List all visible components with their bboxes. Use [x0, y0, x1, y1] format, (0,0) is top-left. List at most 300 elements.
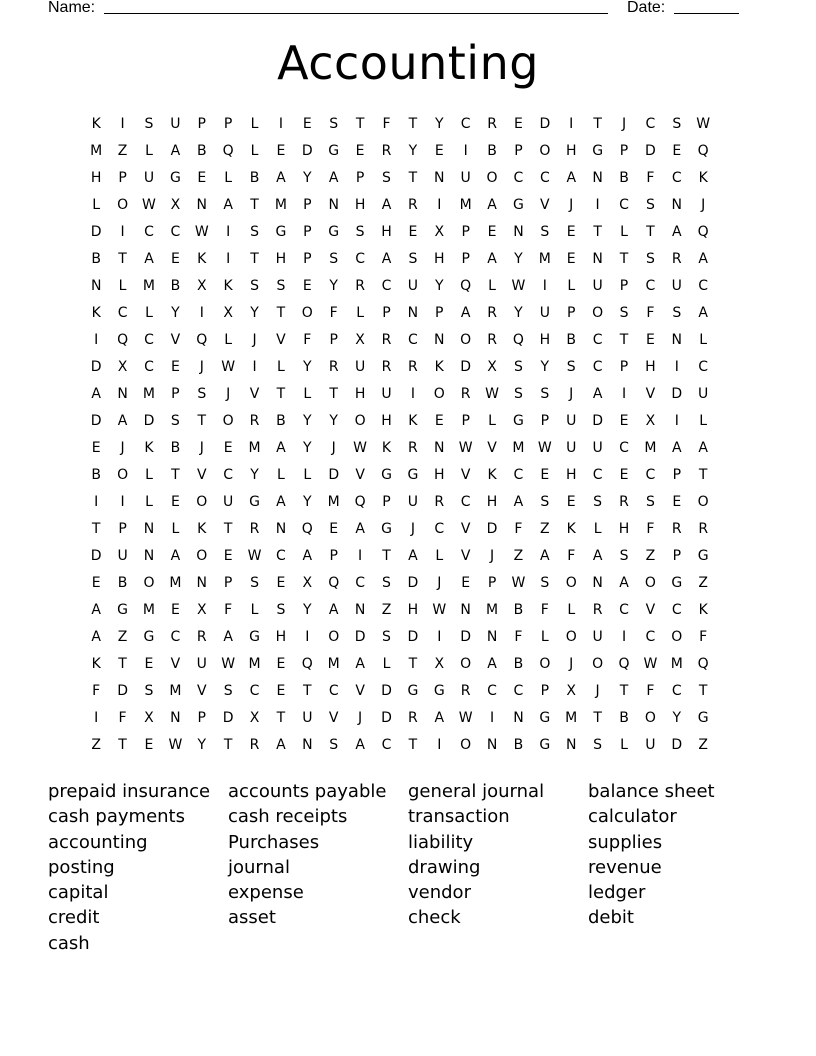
grid-letter: J — [569, 656, 574, 672]
grid-letter: Z — [117, 629, 128, 645]
grid-letter: I — [358, 548, 363, 564]
grid-letter: H — [354, 197, 366, 213]
word-list-item: balance sheet — [588, 781, 715, 802]
grid-letter: Q — [618, 656, 630, 672]
grid-letter: T — [223, 737, 233, 753]
grid-letter: R — [592, 602, 603, 618]
grid-letter: S — [514, 359, 523, 375]
grid-letter: W — [485, 386, 499, 402]
grid-letter: D — [381, 710, 392, 726]
grid-letter: Q — [512, 332, 524, 348]
grid-letter: R — [249, 737, 260, 753]
grid-letter: Q — [196, 332, 208, 348]
grid-letter: O — [565, 629, 577, 645]
grid-letter: Z — [381, 602, 392, 618]
grid-letter: Y — [514, 305, 523, 321]
grid-letter: N — [565, 737, 577, 753]
grid-letter: P — [487, 575, 497, 591]
grid-letter: T — [408, 737, 418, 753]
grid-letter: K — [487, 467, 497, 483]
grid-letter: I — [437, 737, 442, 753]
grid-letter: X — [196, 278, 207, 294]
grid-letter: N — [460, 602, 471, 618]
grid-letter: C — [671, 683, 682, 699]
grid-letter: W — [696, 116, 711, 132]
grid-letter: E — [144, 737, 154, 753]
grid-letter: U — [354, 359, 366, 375]
grid-letter: W — [643, 656, 658, 672]
grid-letter: S — [329, 737, 339, 753]
word-list-item: check — [408, 907, 461, 929]
grid-letter: P — [567, 305, 576, 321]
grid-letter: E — [619, 467, 629, 483]
word-list-item: calculator — [588, 806, 677, 828]
grid-letter: B — [487, 143, 497, 159]
grid-letter: P — [461, 224, 470, 240]
grid-letter: A — [566, 170, 577, 186]
grid-letter: V — [276, 332, 286, 348]
grid-letter: T — [223, 521, 233, 537]
grid-letter: A — [672, 224, 682, 240]
grid-letter: G — [249, 629, 260, 645]
grid-letter: D — [90, 413, 102, 429]
grid-letter: F — [514, 521, 523, 537]
grid-letter: N — [354, 602, 366, 618]
grid-letter: C — [223, 467, 234, 483]
grid-letter: E — [514, 116, 523, 132]
word-column — [588, 779, 768, 931]
grid-letter: U — [592, 278, 603, 294]
grid-letter: F — [699, 629, 708, 645]
grid-letter: A — [487, 656, 497, 672]
grid-letter: H — [275, 629, 287, 645]
grid-letter: F — [92, 683, 101, 699]
word-list-item: prepaid insurance — [48, 781, 211, 802]
grid-letter: Y — [250, 305, 259, 321]
grid-letter: Y — [303, 602, 312, 618]
grid-letter: X — [487, 359, 497, 375]
grid-letter: O — [592, 656, 604, 672]
grid-letter: V — [645, 386, 656, 402]
grid-letter: W — [511, 278, 526, 294]
grid-letter: P — [171, 386, 180, 402]
grid-letter: E — [434, 413, 444, 429]
word-list-item: accounting — [48, 831, 148, 853]
grid-letter: X — [434, 224, 445, 240]
grid-letter: D — [539, 116, 551, 132]
grid-letter: C — [381, 278, 392, 294]
grid-letter: F — [118, 710, 127, 726]
grid-letter: R — [249, 413, 260, 429]
grid-letter: T — [593, 224, 602, 240]
grid-letter: L — [699, 413, 708, 429]
grid-letter: S — [144, 116, 154, 132]
grid-letter: R — [381, 332, 392, 348]
grid-letter: M — [274, 197, 287, 213]
grid-letter: J — [595, 683, 600, 699]
grid-letter: J — [569, 197, 574, 213]
grid-letter: M — [142, 602, 156, 618]
grid-letter: B — [249, 170, 260, 186]
grid-letter: U — [566, 413, 577, 429]
grid-letter: A — [487, 197, 497, 213]
grid-letter: U — [223, 494, 234, 510]
grid-letter: T — [408, 656, 418, 672]
grid-letter: T — [118, 251, 127, 267]
grid-letter: E — [540, 467, 550, 483]
grid-letter: U — [671, 278, 682, 294]
grid-letter: X — [302, 575, 313, 591]
grid-letter: R — [434, 494, 445, 510]
grid-letter: Z — [645, 548, 656, 564]
grid-letter: A — [487, 251, 497, 267]
grid-letter: N — [143, 521, 155, 537]
grid-letter: O — [354, 413, 366, 429]
grid-letter: V — [170, 332, 181, 348]
grid-letter: C — [645, 116, 656, 132]
grid-letter: D — [117, 683, 128, 699]
grid-letter: P — [197, 710, 206, 726]
grid-letter: V — [355, 467, 365, 483]
grid-row — [83, 678, 743, 705]
grid-letter: T — [619, 683, 629, 699]
grid-letter: I — [621, 386, 627, 402]
grid-letter: U — [566, 440, 577, 456]
grid-letter: A — [223, 629, 233, 645]
grid-letter: C — [645, 467, 656, 483]
grid-letter: Y — [329, 278, 338, 294]
grid-letter: S — [329, 251, 339, 267]
grid-letter: N — [592, 170, 603, 186]
grid-letter: P — [672, 467, 682, 483]
word-list-item: Purchases — [228, 831, 320, 853]
grid-letter: M — [670, 656, 683, 672]
grid-letter: F — [329, 305, 338, 321]
grid-letter: L — [356, 305, 364, 321]
grid-row — [83, 138, 743, 165]
grid-letter: S — [672, 116, 682, 132]
grid-letter: H — [354, 386, 366, 402]
grid-letter: G — [539, 710, 551, 726]
grid-letter: Y — [303, 359, 312, 375]
grid-letter: B — [619, 170, 629, 186]
grid-row — [83, 462, 743, 489]
grid-letter: I — [94, 332, 99, 348]
grid-letter: B — [513, 656, 524, 672]
grid-letter: T — [698, 683, 708, 699]
grid-letter: P — [118, 521, 127, 537]
grid-letter: J — [120, 440, 125, 456]
grid-letter: C — [645, 278, 656, 294]
grid-letter: I — [489, 710, 495, 726]
grid-letter: Y — [672, 710, 682, 726]
grid-letter: Q — [697, 224, 709, 240]
grid-letter: I — [94, 494, 99, 510]
grid-letter: K — [91, 305, 101, 321]
grid-letter: G — [433, 683, 445, 699]
grid-letter: N — [275, 521, 287, 537]
grid-letter: M — [169, 683, 182, 699]
grid-letter: I — [199, 305, 204, 321]
word-list-item: revenue — [588, 856, 662, 878]
grid-letter: S — [382, 575, 391, 591]
grid-letter: T — [118, 656, 127, 672]
grid-letter: E — [170, 494, 180, 510]
grid-letter: U — [381, 386, 392, 402]
grid-letter: Q — [222, 143, 234, 159]
grid-letter: Y — [540, 359, 550, 375]
grid-letter: P — [303, 251, 312, 267]
grid-letter: Q — [697, 656, 709, 672]
grid-letter: P — [223, 116, 233, 132]
grid-letter: E — [672, 494, 682, 510]
grid-letter: E — [672, 143, 682, 159]
grid-letter: A — [672, 440, 682, 456]
word-list-item: drawing — [408, 856, 481, 878]
grid-row — [83, 516, 743, 543]
grid-letter: K — [223, 278, 233, 294]
grid-letter: E — [329, 521, 339, 537]
grid-letter: L — [567, 602, 576, 618]
grid-letter: O — [486, 170, 498, 186]
grid-letter: N — [486, 737, 498, 753]
grid-letter: S — [276, 602, 286, 618]
grid-letter: Q — [301, 521, 313, 537]
name-blank-line — [104, 13, 608, 14]
grid-letter: H — [275, 251, 287, 267]
grid-letter: S — [672, 305, 682, 321]
grid-letter: G — [275, 224, 287, 240]
grid-letter: V — [196, 467, 207, 483]
grid-letter: C — [698, 278, 709, 294]
grid-letter: M — [327, 494, 340, 510]
grid-letter: G — [328, 143, 340, 159]
grid-letter: J — [410, 521, 415, 537]
grid-letter: P — [540, 413, 550, 429]
grid-letter: W — [142, 197, 156, 213]
grid-letter: I — [305, 629, 310, 645]
worksheet-header — [48, 0, 748, 19]
grid-letter: G — [513, 413, 524, 429]
grid-letter: Y — [408, 143, 418, 159]
word-list-item: vendor — [408, 882, 471, 904]
grid-letter: D — [460, 629, 472, 645]
grid-row — [83, 732, 743, 759]
grid-letter: H — [434, 251, 445, 267]
grid-letter: R — [355, 278, 365, 294]
grid-letter: P — [382, 305, 391, 321]
grid-letter: F — [303, 332, 312, 348]
grid-letter: C — [328, 683, 339, 699]
grid-letter: Q — [328, 575, 340, 591]
grid-letter: B — [91, 467, 101, 483]
grid-letter: C — [592, 467, 603, 483]
grid-letter: A — [302, 548, 313, 564]
grid-letter: M — [538, 251, 551, 267]
grid-letter: H — [407, 602, 419, 618]
grid-letter: V — [249, 386, 260, 402]
word-column — [228, 779, 408, 931]
grid-letter: Y — [171, 305, 180, 321]
grid-letter: D — [381, 683, 392, 699]
grid-letter: N — [486, 629, 498, 645]
grid-letter: A — [434, 710, 445, 726]
word-list-item: posting — [48, 856, 115, 878]
grid-letter: C — [434, 521, 445, 537]
grid-letter: S — [329, 116, 339, 132]
grid-letter: G — [513, 197, 524, 213]
grid-letter: E — [170, 251, 180, 267]
grid-letter: F — [646, 521, 655, 537]
grid-letter: U — [592, 440, 603, 456]
grid-letter: R — [381, 143, 392, 159]
grid-letter: I — [120, 224, 125, 240]
grid-letter: D — [328, 467, 340, 483]
grid-letter: K — [197, 251, 207, 267]
grid-letter: N — [90, 278, 102, 294]
grid-letter: E — [170, 359, 180, 375]
grid-letter: I — [120, 116, 125, 132]
grid-letter: T — [250, 251, 259, 267]
grid-letter: E — [302, 278, 312, 294]
grid-letter: T — [408, 170, 418, 186]
grid-letter: V — [196, 683, 207, 699]
grid-letter: M — [142, 278, 156, 294]
grid-letter: C — [381, 737, 392, 753]
grid-letter: E — [223, 440, 233, 456]
grid-row — [83, 435, 743, 462]
grid-letter: C — [671, 170, 682, 186]
grid-letter: L — [250, 602, 259, 618]
grid-letter: G — [407, 467, 419, 483]
grid-letter: A — [91, 629, 101, 645]
grid-letter: M — [644, 440, 657, 456]
grid-letter: P — [329, 548, 338, 564]
grid-letter: O — [671, 629, 683, 645]
grid-letter: G — [143, 629, 155, 645]
grid-letter: B — [619, 710, 629, 726]
grid-letter: A — [355, 521, 365, 537]
word-column — [48, 779, 228, 956]
grid-letter: C — [513, 467, 524, 483]
grid-letter: Y — [197, 737, 207, 753]
grid-letter: U — [698, 386, 709, 402]
grid-letter: N — [434, 332, 445, 348]
grid-letter: N — [592, 251, 603, 267]
grid-letter: B — [276, 413, 286, 429]
name-label: Name: — [48, 0, 96, 16]
grid-letter: E — [276, 575, 286, 591]
grid-letter: F — [646, 683, 655, 699]
grid-letter: S — [408, 251, 418, 267]
grid-letter: E — [355, 143, 365, 159]
grid-letter: X — [170, 197, 181, 213]
grid-letter: O — [539, 143, 551, 159]
grid-letter: U — [407, 494, 418, 510]
grid-letter: R — [671, 521, 682, 537]
grid-letter: D — [90, 548, 102, 564]
grid-letter: R — [460, 683, 471, 699]
grid-letter: K — [91, 116, 101, 132]
grid-letter: G — [381, 521, 392, 537]
grid-letter: I — [437, 197, 442, 213]
grid-row — [83, 489, 743, 516]
grid-letter: J — [489, 548, 495, 564]
grid-row — [83, 111, 743, 138]
grid-letter: M — [486, 602, 499, 618]
grid-letter: L — [620, 737, 628, 753]
word-list-item: accounts payable — [228, 781, 387, 802]
grid-letter: T — [698, 467, 708, 483]
grid-letter: S — [514, 386, 523, 402]
grid-letter: K — [381, 440, 392, 456]
grid-letter: K — [566, 521, 576, 537]
grid-letter: V — [540, 197, 550, 213]
grid-letter: A — [698, 251, 708, 267]
grid-letter: A — [592, 548, 603, 564]
grid-letter: S — [250, 575, 259, 591]
grid-letter: G — [249, 494, 260, 510]
grid-letter: N — [671, 197, 683, 213]
grid-letter: E — [619, 413, 629, 429]
grid-letter: L — [620, 224, 628, 240]
grid-letter: P — [303, 224, 312, 240]
grid-letter: A — [328, 170, 339, 186]
grid-letter: N — [592, 575, 603, 591]
grid-letter: O — [196, 548, 208, 564]
grid-letter: N — [434, 440, 445, 456]
grid-letter: A — [276, 494, 286, 510]
grid-letter: S — [250, 278, 259, 294]
grid-letter: T — [593, 116, 602, 132]
grid-letter: P — [329, 332, 338, 348]
grid-letter: S — [645, 197, 655, 213]
grid-letter: T — [276, 386, 286, 402]
grid-letter: S — [355, 224, 365, 240]
grid-letter: T — [276, 710, 286, 726]
grid-letter: O — [644, 710, 656, 726]
grid-letter: C — [355, 251, 365, 267]
grid-letter: D — [90, 359, 102, 375]
grid-letter: N — [143, 548, 155, 564]
grid-letter: A — [381, 197, 392, 213]
grid-letter: C — [144, 224, 154, 240]
grid-letter: I — [226, 224, 231, 240]
grid-letter: P — [619, 143, 629, 159]
grid-letter: U — [460, 170, 471, 186]
grid-row — [83, 381, 743, 408]
grid-letter: E — [91, 440, 101, 456]
grid-letter: A — [276, 737, 286, 753]
grid-letter: D — [460, 359, 472, 375]
grid-letter: O — [433, 386, 445, 402]
grid-row — [83, 570, 743, 597]
grid-letter: P — [619, 278, 629, 294]
grid-letter: C — [698, 359, 709, 375]
grid-letter: P — [540, 683, 550, 699]
grid-row — [83, 327, 743, 354]
grid-letter: C — [460, 494, 471, 510]
grid-letter: X — [355, 332, 365, 348]
grid-letter: W — [537, 440, 552, 456]
grid-letter: A — [619, 575, 629, 591]
grid-letter: O — [143, 575, 155, 591]
grid-letter: F — [567, 548, 576, 564]
grid-letter: U — [170, 116, 181, 132]
grid-letter: S — [276, 278, 286, 294]
grid-letter: I — [410, 386, 415, 402]
grid-letter: V — [355, 683, 365, 699]
